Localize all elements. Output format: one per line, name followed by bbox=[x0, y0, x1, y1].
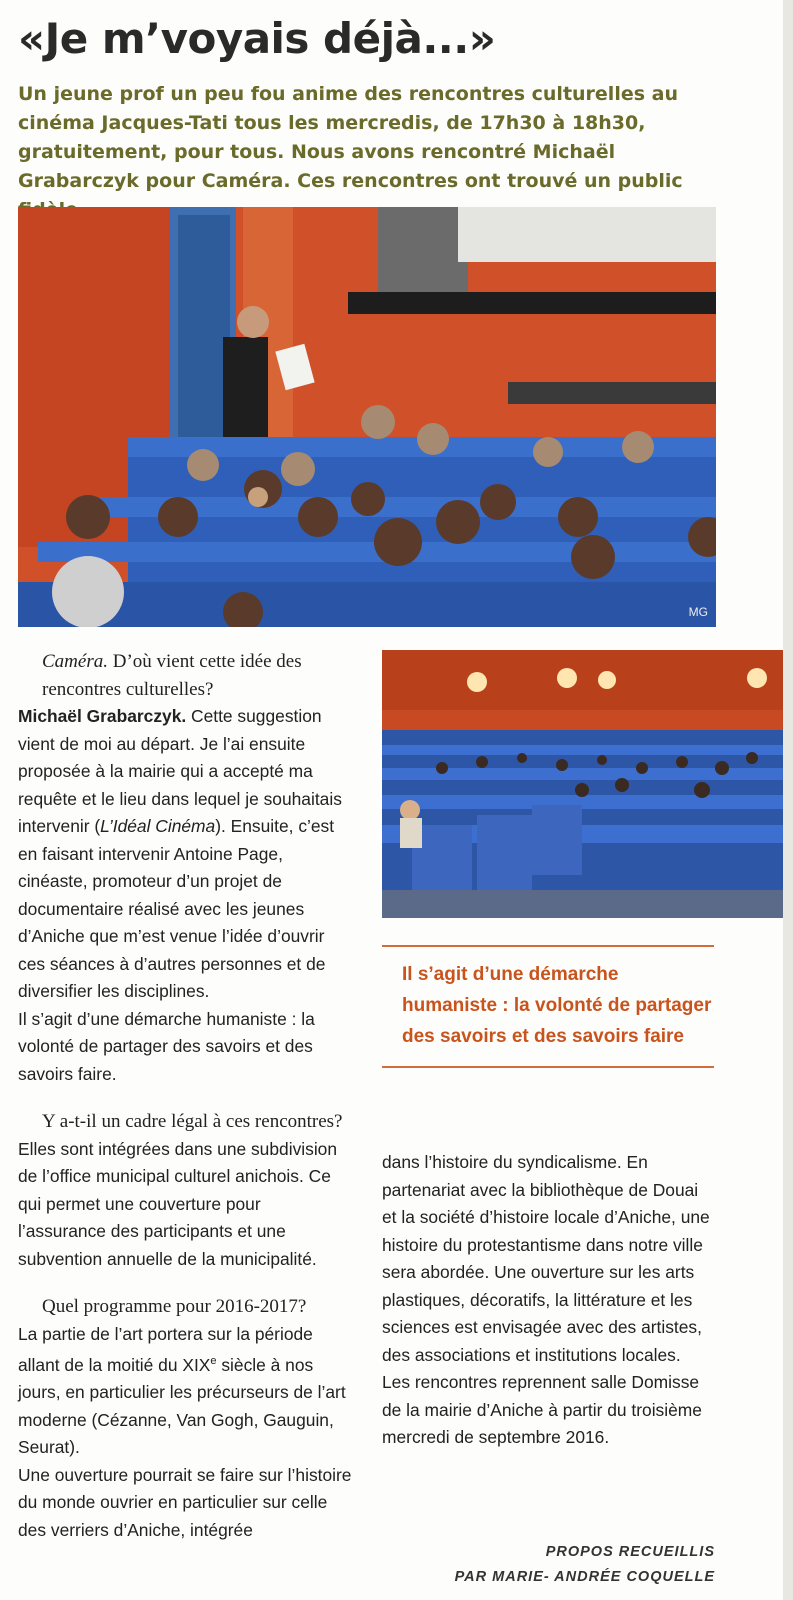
speaker-name: Michaël Grabarczyk. bbox=[18, 706, 187, 726]
pull-quote: Il s’agit d’une démarche humaniste : la volonté de partager des savoirs et des savoirs faire bbox=[382, 945, 714, 1068]
answer-1-text-2: ). Ensuite, c’est en faisant intervenir Antoine Page, cinéaste, promoteur d’un projet de documentaire réalisé avec les jeunes d’Aniche que m’est venue l’idée d’ouvrir ces séances à d’autres personnes et de diversifier les disciplines. bbox=[18, 816, 335, 1001]
question-1-text: D’où vient cette idée des rencontres culturelles? bbox=[42, 651, 302, 700]
answer-3-paragraph-2: Une ouverture pourrait se faire sur l’histoire du monde ouvrier en particulier sur celle des verriers d’Aniche, intégrée bbox=[18, 1464, 352, 1540]
article-title: «Je m’voyais déjà...» bbox=[18, 14, 496, 63]
question-2: Y a-t-il un cadre légal à ces rencontres? bbox=[42, 1111, 343, 1132]
photo-credit: MG bbox=[688, 605, 708, 619]
article-intro: Un jeune prof un peu fou anime des rencontres culturelles au cinéma Jacques-Tati tous les mercredis, de 17h30 à 18h30, gratuitement, pour tous. Nous avons rencontré Michaël Grabarczyk pour Caméra. Ces rencontres ont trouvé un public bbox=[18, 83, 683, 192]
article-column-right bbox=[382, 1149, 714, 1452]
answer-2: Elles sont intégrées dans une subdivision de l’office municipal culturel anichois. Ce qui permet une couverture pour l’assurance des participants et une subvention annuelle de la municipalité. bbox=[18, 1138, 338, 1269]
answer-1-text: Cette suggestion vient de moi au départ. Je l’ai ensuite proposée à la mairie qui a accepté ma requête et le lieu dans lequel je souhaitais intervenir ( bbox=[18, 706, 342, 836]
question-1-lead: Caméra. bbox=[42, 651, 108, 672]
continued-paragraph: dans l’histoire du syndicalisme. En partenariat avec la bibliothèque de Douai et la société d’histoire locale d’Aniche, une histoire du protestantisme dans notre ville sera abordée. Une ouverture sur les arts plastiques, décoratifs, la littérature et les sciences est envisagée avec des artistes, des associations et institutions locales. bbox=[382, 1152, 710, 1365]
photo-speaker-audience bbox=[18, 207, 716, 627]
signature-line-2: PAR MARIE- ANDRÉE COQUELLE bbox=[454, 1569, 715, 1585]
article-column-left bbox=[18, 648, 352, 1544]
answer-1-paragraph-2: Il s’agit d’une démarche humaniste : la volonté de partager des savoirs et des savoirs faire. bbox=[18, 1008, 315, 1084]
answer-3 bbox=[18, 1321, 352, 1462]
closing-paragraph: Les rencontres reprennent salle Domisse de la mairie d’Aniche à partir du troisième mercredi de septembre 2016. bbox=[382, 1372, 702, 1447]
answer-3-text-b: siècle à nos jours, en particulier les précurseurs de l’art moderne (Cézanne, Van Gogh, Gauguin, Seurat). bbox=[18, 1354, 346, 1458]
answer-3-sup: e bbox=[210, 1355, 217, 1367]
answer-1 bbox=[18, 703, 352, 1006]
article-signature bbox=[455, 1540, 715, 1590]
answer-1-venue: L’Idéal Cinéma bbox=[100, 816, 216, 836]
question-1 bbox=[18, 648, 352, 703]
photo-cinema-hall bbox=[382, 650, 786, 918]
page-edge bbox=[783, 0, 793, 1600]
signature-line-1: PROPOS RECUEILLIS bbox=[545, 1544, 715, 1560]
answer-3-text-a: La partie de l’art portera sur la période allant de la moitié du XIX bbox=[18, 1323, 313, 1375]
question-3: Quel programme pour 2016-2017? bbox=[42, 1296, 307, 1317]
